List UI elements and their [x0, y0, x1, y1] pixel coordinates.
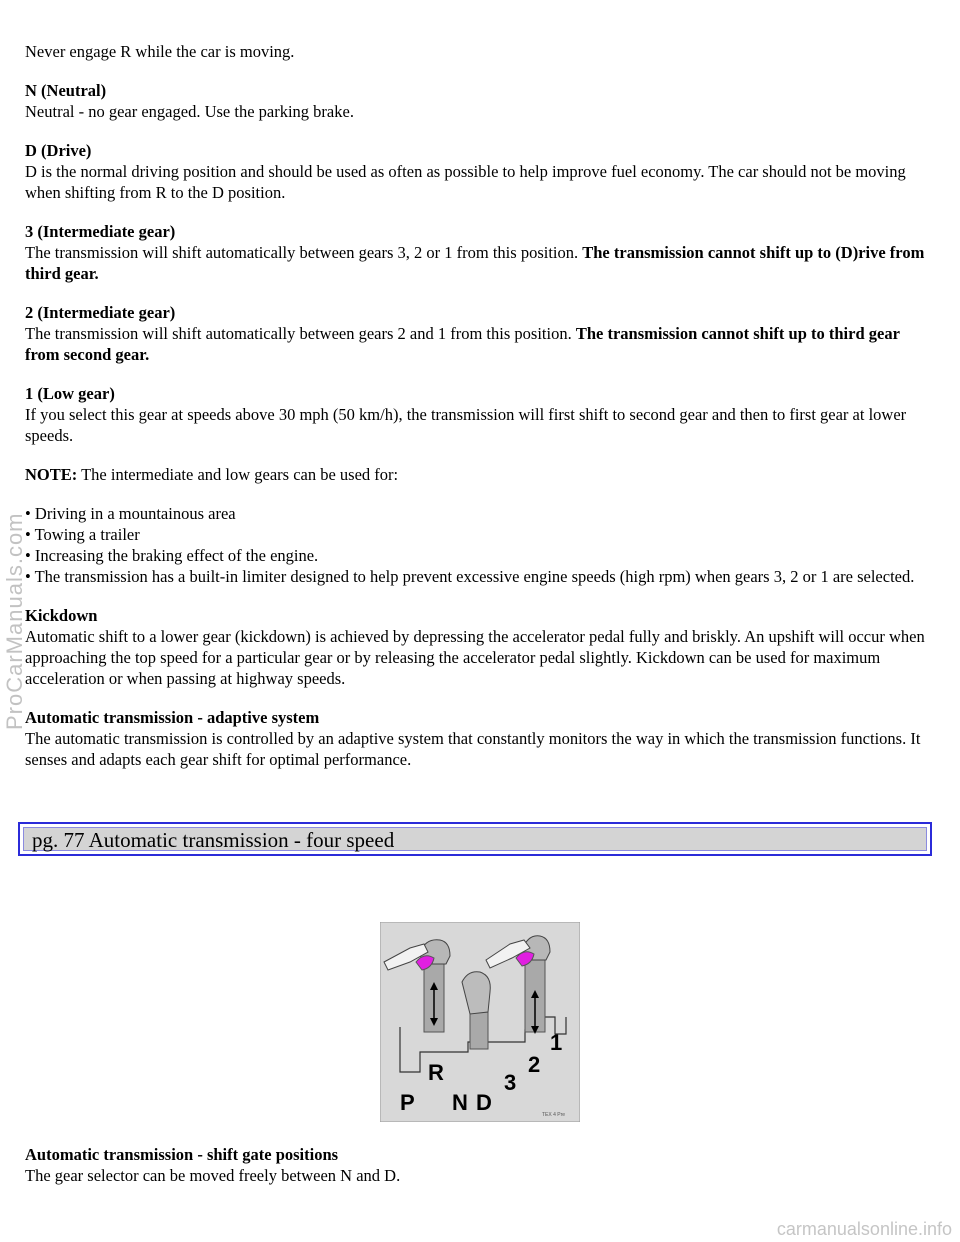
section-text: If you select this gear at speeds above 30 mph (50 km/h), the transmission will first shift to second gear and then to first gear at lower speeds.: [25, 405, 907, 445]
section-third-gear: [25, 221, 937, 284]
section-kickdown: [25, 605, 937, 689]
banner-title: pg. 77 Automatic transmission - four speed: [23, 827, 927, 851]
shift-gate-illustration: [380, 922, 580, 1122]
gate-label-p: P: [400, 1090, 415, 1115]
section-text: Neutral - no gear engaged. Use the parking brake.: [25, 102, 354, 121]
section-text: D is the normal driving position and should be used as often as possible to help improve fuel economy. The car should not be moving when shifting from R to the D position.: [25, 162, 906, 202]
bullet-list: [25, 503, 937, 587]
section-title: Automatic transmission - shift gate positions: [25, 1145, 339, 1164]
section-text: The automatic transmission is controlled by an adaptive system that constantly monitors the way in which the transmission functions. It senses and adapts each gear shift for optimal performance.: [25, 729, 921, 769]
gate-label-d: D: [476, 1090, 492, 1115]
gate-label-one: 1: [550, 1030, 563, 1055]
section-text: The gear selector can be moved freely between N and D.: [25, 1166, 401, 1185]
section-title: D (Drive): [25, 141, 92, 160]
section-second-gear: [25, 302, 937, 365]
page-section-banner: [18, 822, 932, 856]
section-drive: [25, 140, 937, 203]
section-text-bold: The transmission cannot shift up to third gear from second gear.: [25, 324, 900, 364]
list-item: • Driving in a mountainous area: [25, 504, 236, 523]
note-text: The intermediate and low gears can be used for:: [77, 465, 399, 484]
section-text: [25, 242, 937, 284]
section-text-plain: The transmission will shift automatically between gears 3, 2 or 1 from this position.: [25, 243, 583, 262]
section-title: 2 (Intermediate gear): [25, 303, 176, 322]
note: [25, 464, 937, 485]
watermark-bottom: carmanualsonline.info: [776, 1219, 952, 1239]
section-title: Automatic transmission - adaptive system: [25, 708, 320, 727]
watermark-side: ProCarManuals.com: [2, 512, 27, 730]
section-title: Kickdown: [25, 606, 98, 625]
section-title: 1 (Low gear): [25, 384, 115, 403]
gate-label-two: 2: [528, 1052, 541, 1077]
section-low-gear: [25, 383, 937, 446]
shift-gate-svg: [380, 922, 580, 1122]
section-text: [25, 323, 937, 365]
section-adaptive: [25, 707, 937, 770]
figure-code: TEX 4 Pre: [542, 1112, 566, 1118]
list-item: • Increasing the braking effect of the engine.: [25, 546, 319, 565]
gate-label-r: R: [428, 1060, 444, 1085]
section-shift-gate: [25, 1144, 937, 1186]
intro-warning: Never engage R while the car is moving.: [25, 42, 295, 61]
section-neutral: [25, 80, 937, 122]
gate-label-n: N: [452, 1090, 468, 1115]
note-label: NOTE:: [25, 465, 78, 484]
section-title: N (Neutral): [25, 81, 107, 100]
gate-label-three: 3: [504, 1070, 517, 1095]
section-text-bold: The transmission cannot shift up to (D)rive from third gear.: [25, 243, 925, 283]
document-body: [25, 0, 937, 788]
section-text: Automatic shift to a lower gear (kickdown) is achieved by depressing the accelerator pedal fully and briskly. An upshift will occur when approaching the top speed for a particular gear or by releasing the accelerator pedal slightly. Kickdown can be used for maximum acceleration or when passing at highway speeds.: [25, 627, 925, 688]
section-text-plain: The transmission will shift automatically between gears 2 and 1 from this position.: [25, 324, 576, 343]
list-item: • The transmission has a built-in limiter designed to help prevent excessive engine speeds (high rpm) when gears 3, 2 or 1 are selected.: [25, 567, 915, 586]
section-title: 3 (Intermediate gear): [25, 222, 176, 241]
list-item: • Towing a trailer: [25, 525, 140, 544]
